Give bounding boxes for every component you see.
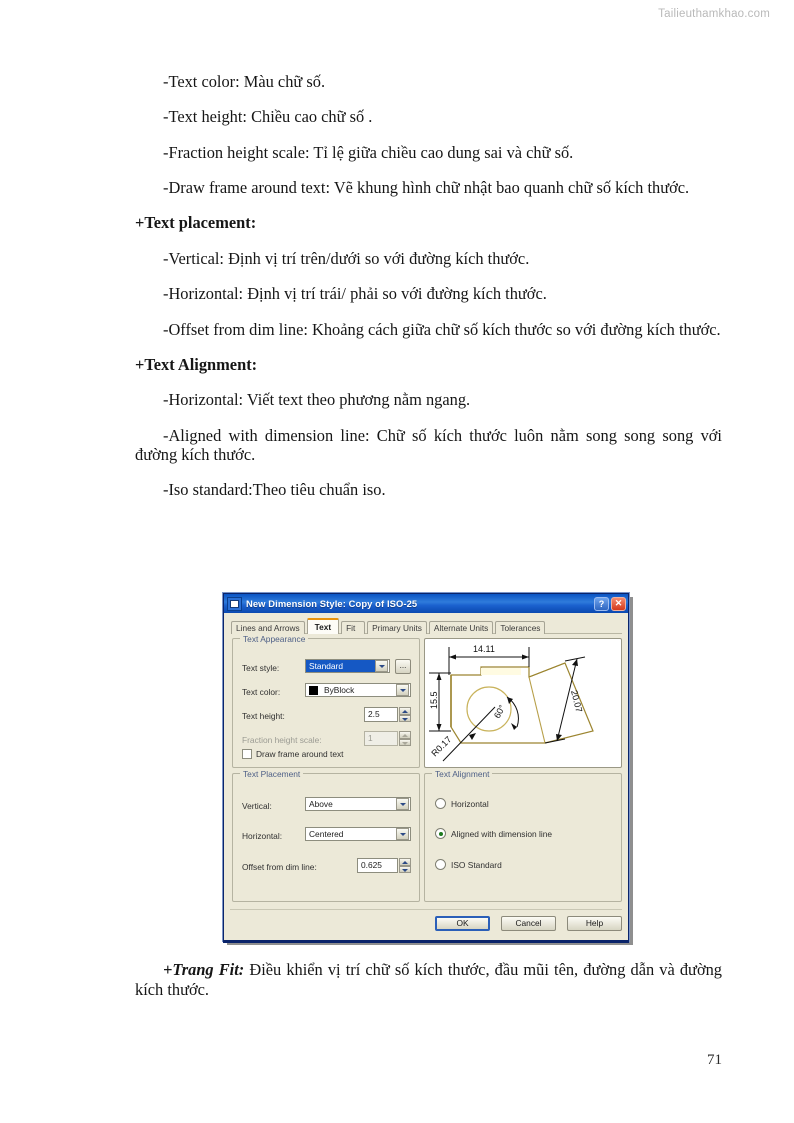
horizontal-combo[interactable] [305,827,411,841]
text-height-stepper[interactable] [364,707,411,722]
radio-horizontal[interactable] [435,798,489,809]
group-text-alignment-legend: Text Alignment [432,769,492,779]
tab-primary-units[interactable]: Primary Units [367,621,427,634]
dim-text-diagonal: 20.07 [569,689,585,714]
help-icon[interactable]: ? [594,597,609,611]
paragraph-aligned-with-dimension-line: -Aligned with dimension line: Chữ số kích thước luôn nằm song song song với đường kích thước. [135,425,722,464]
dim-text-angle: 60° [491,703,508,720]
group-text-appearance-legend: Text Appearance [240,634,308,644]
label-fraction-height-scale: Fraction height scale: [242,735,322,745]
radio-iso-standard-label: ISO Standard [451,859,502,870]
arrowhead-diag-top [572,659,578,666]
dim-text-top: 14.11 [473,644,495,654]
group-text-placement [232,769,420,902]
color-swatch [309,686,318,695]
heading-text-placement: +Text placement: [135,213,257,233]
ok-button[interactable]: OK [435,916,490,931]
label-text-style: Text style: [242,663,280,673]
fraction-height-scale-value: 1 [364,731,398,746]
paragraph-alignment-horizontal: -Horizontal: Viết text theo phương nằm ngang. [163,390,471,410]
page-number: 71 [707,1052,722,1068]
watermark: Tailieuthamkhao.com [658,8,770,20]
dialog-footer-divider [230,909,622,910]
offset-from-dim-line-stepper[interactable] [357,858,411,873]
chevron-down-icon[interactable] [396,828,409,840]
part-notch-fill [452,668,521,675]
fraction-height-spin-buttons [399,731,411,746]
paragraph-trang-fit [135,960,722,999]
dialog-title-bar[interactable] [224,594,628,613]
label-horizontal: Horizontal: [242,831,283,841]
document-closing-paragraph [135,960,722,999]
paragraph-vertical: -Vertical: Định vị trí trên/dưới so với đường kích thước. [163,248,530,268]
close-icon[interactable]: ✕ [611,597,626,611]
vertical-combo[interactable] [305,797,411,811]
dialog-body [224,613,628,940]
dim-text-radius: R0.17 [429,734,454,759]
label-offset-from-dim-line: Offset from dim line: [242,862,317,872]
paragraph-horizontal: -Horizontal: Định vị trí trái/ phải so với đường kích thước. [163,284,547,304]
cancel-button[interactable]: Cancel [501,916,556,931]
vertical-value: Above [309,799,333,809]
spinner-up-icon [399,731,411,739]
spinner-up-icon[interactable] [399,858,411,866]
spinner-down-icon [399,739,411,747]
radio-button[interactable] [435,798,446,809]
label-vertical: Vertical: [242,801,272,811]
label-text-color: Text color: [242,687,281,697]
paragraph-text-color: -Text color: Màu chữ số. [163,72,326,91]
draw-frame-around-text-label: Draw frame around text [256,749,344,759]
tab-text[interactable]: Text [307,618,339,634]
chevron-down-icon[interactable] [396,798,409,810]
group-text-appearance [232,634,420,768]
tab-fit[interactable]: Fit [341,621,365,634]
group-text-placement-legend: Text Placement [240,769,303,779]
tab-lines-and-arrows[interactable]: Lines and Arrows [231,621,305,634]
ext-line-diag-upper [565,657,585,661]
tab-strip [231,618,622,634]
horizontal-value: Centered [309,829,344,839]
arrowhead-top-right [522,655,529,660]
tab-alternate-units[interactable]: Alternate Units [429,621,493,634]
text-height-value[interactable]: 2.5 [364,707,398,722]
spinner-down-icon[interactable] [399,715,411,723]
arrowhead-radius [469,733,476,740]
arrowhead-angle-1 [511,723,517,730]
text-style-combo[interactable] [305,659,390,673]
part-inner-diagonal [529,677,545,743]
text-color-combo[interactable] [305,683,411,697]
arrowhead-left-top [437,673,442,680]
draw-frame-around-text-checkbox[interactable] [242,749,344,759]
heading-text-alignment: +Text Alignment: [135,354,258,374]
dim-text-left: 15.5 [429,691,439,709]
ext-line-diag-lower [545,739,565,743]
paragraph-iso-standard: -Iso standard:Theo tiêu chuẩn iso. [163,480,386,500]
chevron-down-icon[interactable] [396,684,409,696]
radio-iso-standard[interactable] [435,859,502,870]
paragraph-offset-from-dim-line: -Offset from dim line: Khoảng cách giữa chữ số kích thước so với đường kích thước. [163,319,721,339]
radio-button[interactable] [435,828,446,839]
arrowhead-left-bottom [437,724,442,731]
radio-button[interactable] [435,859,446,870]
fraction-height-scale-stepper [364,731,411,746]
preview-drawing [425,639,619,765]
radio-horizontal-label: Horizontal [451,798,489,809]
dimension-style-icon [227,597,242,611]
text-style-value: Standard [306,660,375,672]
text-color-value: ByBlock [324,685,355,695]
paragraph-text-height: -Text height: Chiều cao chữ số . [163,107,373,127]
text-height-spin-buttons[interactable] [399,707,411,722]
checkbox-box[interactable] [242,749,252,759]
spinner-down-icon[interactable] [399,866,411,874]
tab-tolerances[interactable]: Tolerances [495,621,545,634]
spinner-up-icon[interactable] [399,707,411,715]
radio-aligned-label: Aligned with dimension line [451,828,553,839]
document-body [135,72,722,516]
paragraph-draw-frame: -Draw frame around text: Vẽ khung hình chữ nhật bao quanh chữ số kích thước. [163,178,690,198]
dialog-button-row [230,916,622,931]
new-dimension-style-dialog [223,593,629,941]
trang-fit-rest: Điều khiển vị trí chữ số kích thước, đầu mũi tên, đường dẫn và đường kích thước. [135,960,722,999]
part-diagonal-edge [529,663,565,677]
arrowhead-top-left [449,655,456,660]
group-text-alignment [424,769,622,902]
help-button[interactable]: Help [567,916,622,931]
offset-from-dim-line-value[interactable]: 0.625 [357,858,398,873]
dialog-title: New Dimension Style: Copy of ISO-25 [246,598,418,609]
radio-aligned-with-dimension-line[interactable] [435,828,552,839]
paragraph-fraction-height-scale: -Fraction height scale: Tỉ lệ giữa chiều cao dung sai và chữ số. [163,142,574,162]
chevron-down-icon[interactable] [375,660,388,672]
offset-spin-buttons[interactable] [399,858,411,873]
label-text-height: Text height: [242,711,285,721]
dimension-style-preview [424,638,622,768]
dialog-bottom-accent [223,940,629,943]
trang-fit-lead: +Trang Fit: [163,960,245,979]
text-style-browse-button[interactable]: ... [395,659,411,674]
